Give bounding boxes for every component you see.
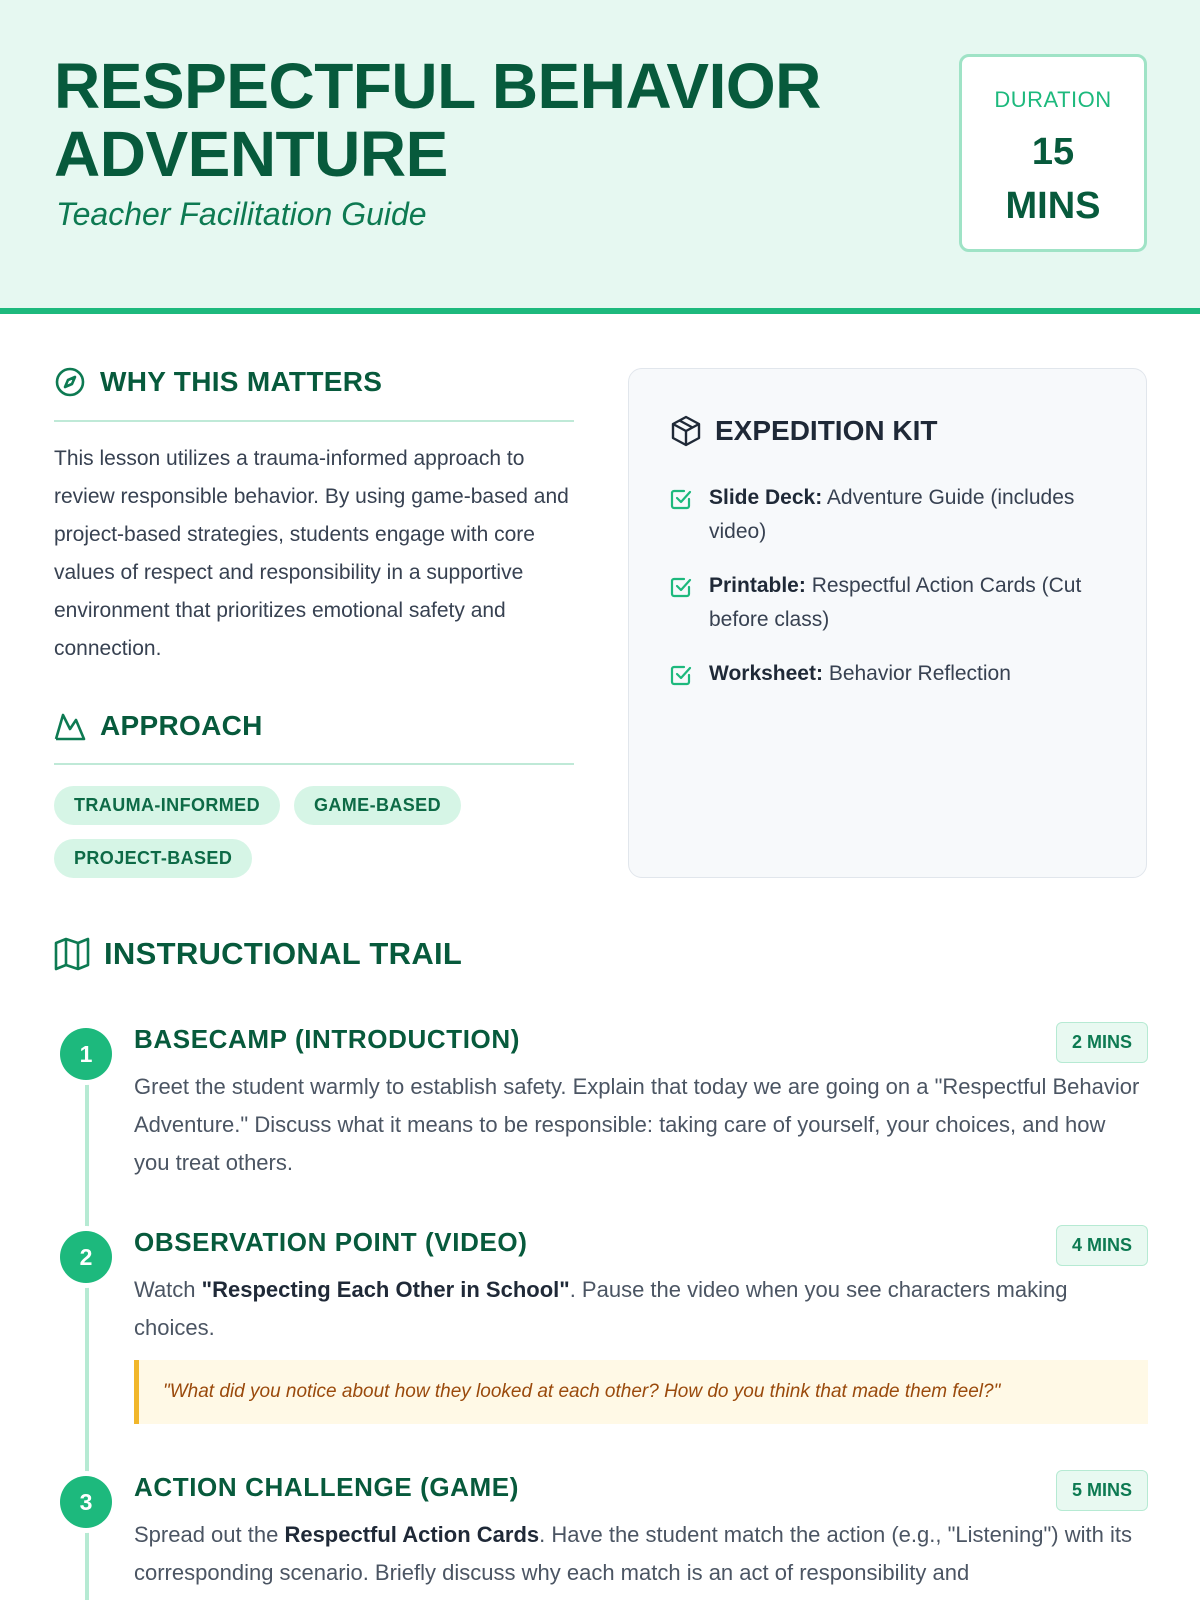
duration-card — [959, 54, 1147, 252]
step-title: OBSERVATION POINT (VIDEO) — [134, 1227, 528, 1257]
approach-heading-text: APPROACH — [100, 710, 263, 741]
kit-item — [669, 481, 1109, 549]
step-number: 1 — [60, 1028, 112, 1080]
trail-heading — [54, 936, 462, 972]
package-icon — [671, 415, 701, 447]
why-heading-text: WHY THIS MATTERS — [100, 366, 383, 397]
duration-number: 15 — [1031, 131, 1075, 173]
kit-heading — [671, 415, 937, 447]
step-duration-badge: 4 MINS — [1056, 1225, 1148, 1266]
kit-item-label: Worksheet: — [709, 662, 823, 685]
duration-unit: MINS — [1005, 185, 1101, 227]
step-number: 3 — [60, 1476, 112, 1528]
kit-item-text: Adventure Guide (includes video) — [709, 486, 1075, 543]
tag-trauma-informed: TRAUMA-INFORMED — [54, 786, 280, 825]
trail-heading-text: INSTRUCTIONAL TRAIL — [104, 936, 463, 971]
page-title — [54, 52, 821, 188]
kit-item-text: Respectful Action Cards (Cut before class) — [709, 574, 1082, 631]
page-subtitle: Teacher Facilitation Guide — [56, 196, 427, 232]
step-duration-badge: 5 MINS — [1056, 1470, 1148, 1511]
tag-project-based: PROJECT-BASED — [54, 839, 252, 878]
kit-item-text: Behavior Reflection — [822, 662, 1011, 685]
expedition-kit-card — [628, 368, 1147, 878]
kit-item-label: Printable: — [709, 574, 806, 597]
duration-value — [962, 125, 1144, 233]
step-number: 2 — [60, 1231, 112, 1283]
card-set-name: Respectful Action Cards — [284, 1522, 540, 1547]
step-title: BASECAMP (INTRODUCTION) — [134, 1024, 520, 1054]
approach-heading — [54, 710, 263, 742]
page-title-line1: RESPECTFUL BEHAVIOR — [54, 50, 821, 122]
map-icon — [54, 937, 90, 971]
kit-item-label: Slide Deck: — [709, 486, 823, 509]
checkbox-checked-icon — [669, 569, 693, 637]
step-body: Watch "Respecting Each Other in School". Pause the video when you see characters making choices. — [134, 1277, 1068, 1340]
checkbox-checked-icon — [669, 481, 693, 549]
discussion-prompt-quote: "What did you notice about how they looked at each other? How do you think that made them feel?" — [134, 1360, 1148, 1424]
mountain-icon — [54, 711, 86, 741]
kit-heading-text: EXPEDITION KIT — [715, 415, 938, 446]
step-body: Greet the student warmly to establish safety. Explain that today we are going on a "Respectful Behavior Adventure." Discuss what it means to be responsible: taking care of yourself, your choices, and how you treat others. — [134, 1074, 1140, 1175]
duration-label: DURATION — [994, 87, 1112, 112]
page-header — [0, 0, 1200, 314]
why-divider — [54, 420, 574, 422]
checkbox-checked-icon — [669, 657, 693, 698]
kit-list — [669, 481, 1109, 718]
compass-icon — [54, 366, 86, 398]
kit-item — [669, 569, 1109, 637]
step-title: ACTION CHALLENGE (GAME) — [134, 1472, 519, 1502]
why-heading — [54, 366, 382, 398]
step-body: Spread out the Respectful Action Cards. Have the student match the action (e.g., "Listening") with its corresponding scenario. Briefly discuss why each match is an act of responsibility and — [134, 1522, 1132, 1585]
approach-divider — [54, 763, 574, 765]
approach-tags — [54, 786, 594, 878]
step-duration-badge: 2 MINS — [1056, 1022, 1148, 1063]
tag-game-based: GAME-BASED — [294, 786, 461, 825]
video-title: "Respecting Each Other in School" — [201, 1277, 570, 1302]
page-title-line2: ADVENTURE — [54, 118, 448, 190]
kit-item — [669, 657, 1109, 698]
why-body-text: This lesson utilizes a trauma-informed approach to review responsible behavior. By using game-based and project-based strategies, students engage with core values of respect and responsibility in a supportive environment that prioritizes emotional safety and connection. — [54, 447, 569, 660]
